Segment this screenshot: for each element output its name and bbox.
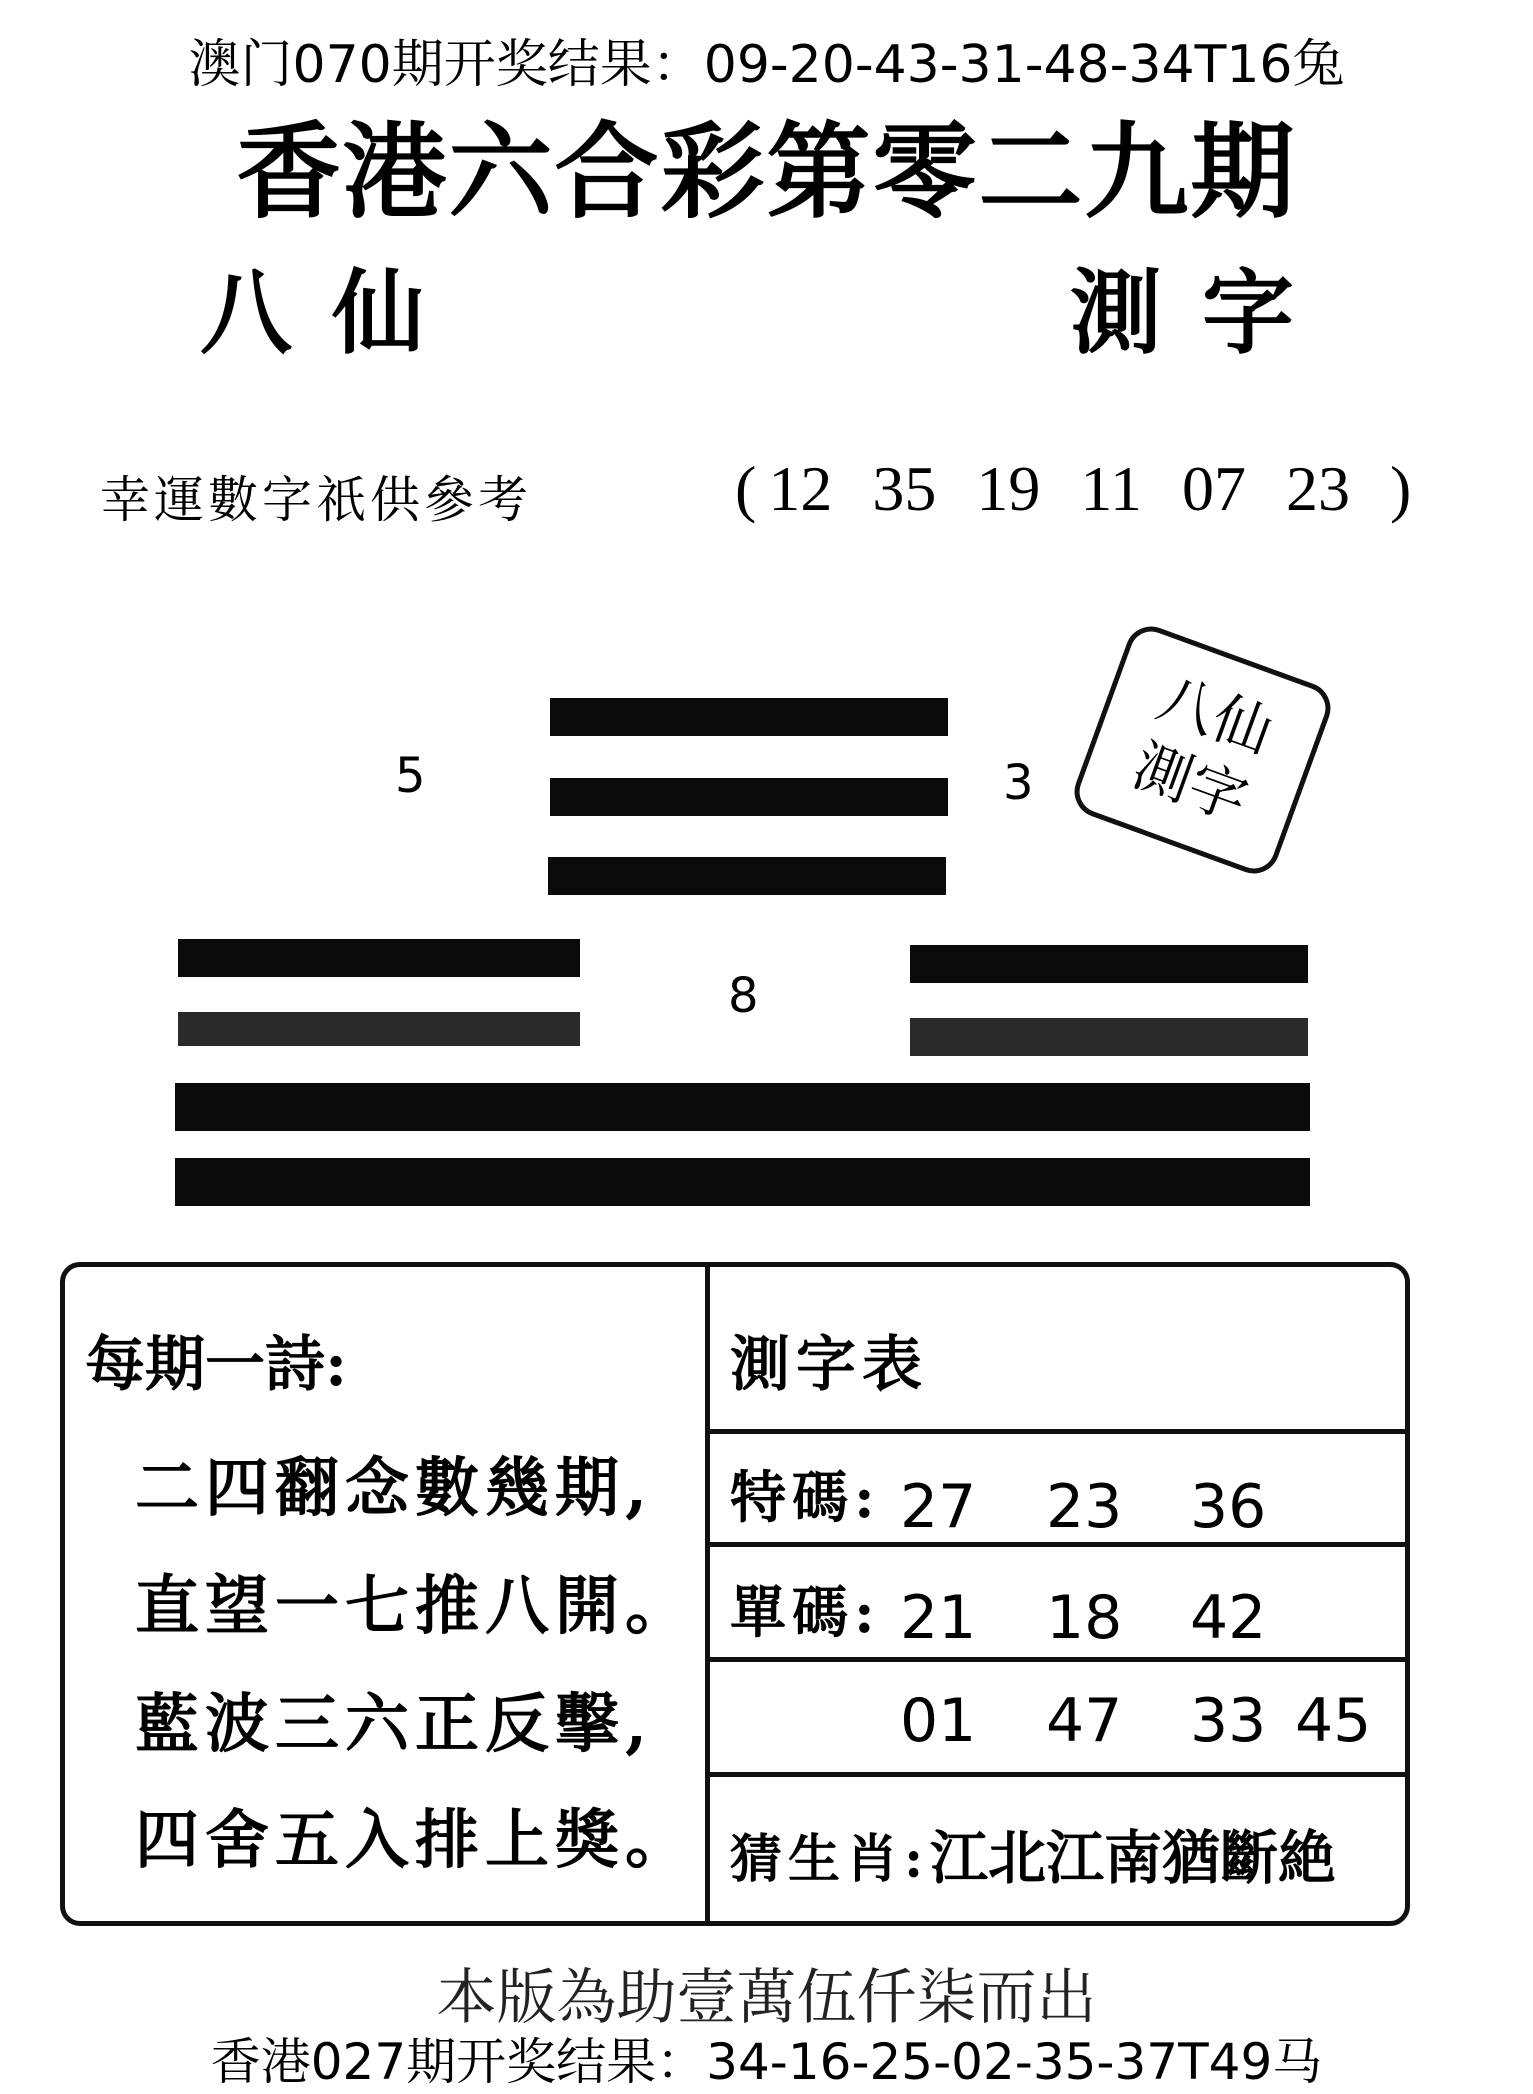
special-number-row [710, 1434, 1405, 1547]
info-panel [60, 1262, 1410, 1926]
sponsor-note: 本版為助壹萬伍仟柒而出 [436, 1963, 1097, 2033]
upper-bar-1 [550, 698, 948, 736]
lucky-number: 19 [976, 453, 1041, 524]
single-number: 42 [1190, 1583, 1267, 1653]
lucky-number: 07 [1181, 453, 1246, 524]
poem-line: 直望一七推八開。 [135, 1569, 695, 1644]
lower-right-bar-2 [910, 1018, 1308, 1056]
single-number: 18 [1046, 1583, 1123, 1653]
extra-number: 33 [1190, 1686, 1267, 1756]
stamp-line-1: 八仙 [1149, 663, 1282, 768]
lower-middle-number: 8 [728, 968, 759, 1024]
table-title: 測字表 [730, 1330, 928, 1400]
long-bar-1 [175, 1083, 1310, 1131]
upper-bar-2 [550, 778, 948, 816]
poem-line: 四舍五入排上獎。 [135, 1803, 695, 1878]
eight-immortals-stamp [1067, 619, 1337, 880]
lower-right-bar-1 [910, 945, 1308, 983]
extra-number: 01 [900, 1686, 977, 1756]
lower-left-bar-2 [178, 1012, 580, 1046]
right-heading: 測字 [1070, 259, 1335, 367]
lucky-number: 12 [768, 453, 833, 524]
lucky-number: 35 [872, 453, 937, 524]
lower-left-bar-1 [178, 939, 580, 977]
open-paren: ( [735, 453, 757, 524]
poem-line: 藍波三六正反擊, [135, 1687, 654, 1762]
single-label: 單碼: [730, 1580, 881, 1646]
special-number: 36 [1190, 1472, 1267, 1542]
zodiac-answer: 江北江南猶斷絶 [930, 1824, 1337, 1892]
stamp-line-2: 測字 [1124, 731, 1257, 835]
lucky-number: 11 [1080, 453, 1142, 524]
zodiac-row [710, 1777, 1405, 1921]
special-number: 23 [1046, 1472, 1123, 1542]
zodiac-label: 猜生肖: [730, 1829, 930, 1890]
long-bar-2 [175, 1158, 1310, 1206]
poem-label: 每期一詩: [85, 1330, 348, 1400]
hk-result-text: 香港027期开奖结果：34-16-25-02-35-37T49马 [210, 2033, 1323, 2091]
upper-left-number: 5 [395, 748, 426, 804]
single-number: 21 [900, 1583, 977, 1653]
upper-right-number: 3 [1003, 755, 1034, 811]
single-number-row [710, 1547, 1405, 1662]
macau-result-text: 澳门070期开奖结果：09-20-43-31-48-34T16兔 [188, 35, 1345, 95]
left-heading: 八仙 [200, 259, 465, 367]
upper-bar-3 [548, 857, 946, 895]
lucky-number: 23 [1285, 453, 1350, 524]
lucky-numbers [735, 452, 1451, 526]
poem-line: 二四翻念數幾期, [135, 1451, 654, 1526]
close-paren: ) [1389, 453, 1412, 524]
extra-number-row [710, 1662, 1405, 1777]
special-number: 27 [900, 1472, 977, 1542]
page-title: 香港六合彩第零二九期 [236, 110, 1297, 233]
lucky-numbers-label: 幸運數字祇供參考 [100, 471, 532, 529]
table-title-row [710, 1267, 1405, 1434]
extra-number: 47 [1046, 1686, 1123, 1756]
extra-number: 45 [1295, 1686, 1372, 1756]
special-label: 特碼: [730, 1465, 881, 1531]
